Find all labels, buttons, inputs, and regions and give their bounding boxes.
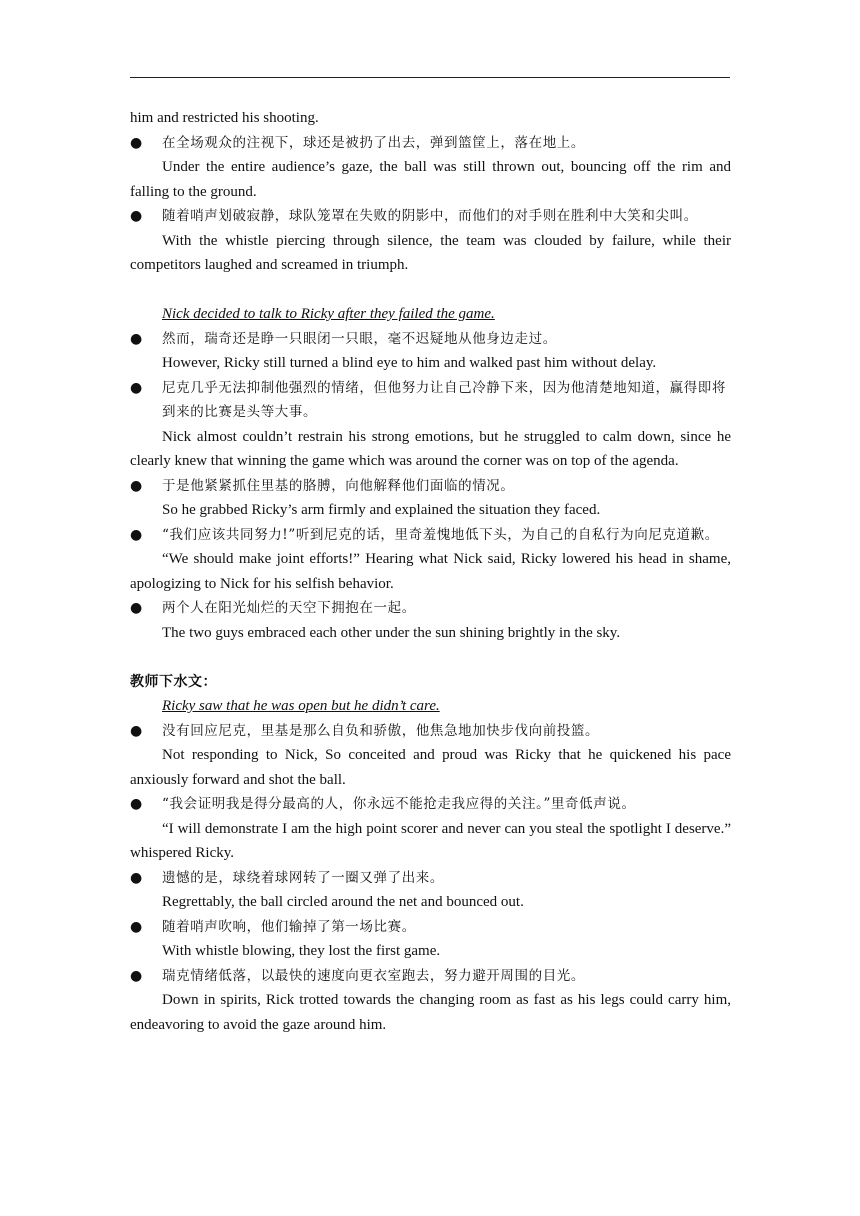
bullet-item-cn bbox=[130, 719, 731, 744]
cn-sentence: 遗憾的是，球绕着球网转了一圈又弹了出来。 bbox=[162, 869, 444, 886]
cn-sentence: 瑞克情绪低落，以最快的速度向更衣室跑去，努力避开周围的目光。 bbox=[162, 967, 585, 984]
bullet-dot-icon: ● bbox=[130, 796, 143, 812]
bullet-dot-icon: ● bbox=[130, 967, 143, 984]
cn-sentence: 没有回应尼克，里基是那么自负和骄傲，他焦急地加快步伐向前投篮。 bbox=[162, 722, 600, 739]
cn-sentence: 随着哨声划破寂静，球队笼罩在失败的阴影中，而他们的对手则在胜利中大笑和尖叫。 bbox=[162, 208, 698, 224]
cn-sentence: 尼克几乎无法抑制他强烈的情绪，但他努力让自己冷静下来，因为他清楚地知道，赢得即将到来的比赛是头等大事。 bbox=[162, 379, 726, 420]
bullet-item-cn bbox=[130, 915, 731, 940]
bullet-item-cn bbox=[130, 131, 731, 156]
spacer bbox=[130, 278, 731, 303]
spacer bbox=[130, 645, 731, 670]
bullet-item-cn bbox=[130, 596, 731, 621]
en-sentence: “We should make joint efforts!” Hearing what Nick said, Ricky lowered his head in shame, apologizing to Nick for his selfish behavior. bbox=[130, 551, 731, 592]
cn-sentence: 两个人在阳光灿烂的天空下拥抱在一起。 bbox=[162, 600, 416, 616]
bullet-item-cn bbox=[130, 523, 731, 548]
bullet-dot-icon: ● bbox=[130, 134, 143, 151]
document-body bbox=[130, 106, 731, 1037]
bullet-dot-icon: ● bbox=[130, 477, 143, 494]
bullet-dot-icon: ● bbox=[130, 526, 143, 543]
bullet-dot-icon: ● bbox=[130, 722, 143, 739]
bullet-item-cn bbox=[130, 204, 731, 229]
en-sentence: Down in spirits, Rick trotted towards the changing room as fast as his legs could carry him, endeavoring to avoid the gaze around him. bbox=[130, 992, 731, 1033]
en-sentence: Not responding to Nick, So conceited and proud was Ricky that he quickened his pace anxiously forward and shot the ball. bbox=[130, 747, 731, 788]
opening-line: him and restricted his shooting. bbox=[130, 110, 319, 126]
bullet-dot-icon: ● bbox=[130, 918, 143, 935]
section-title: 教师下水文： bbox=[130, 673, 217, 690]
en-sentence: However, Ricky still turned a blind eye to him and walked past him without delay. bbox=[162, 355, 657, 371]
cn-sentence: 随着哨声吹响，他们输掉了第一场比赛。 bbox=[162, 918, 416, 935]
en-sentence: The two guys embraced each other under the sun shining brightly in the sky. bbox=[162, 624, 621, 641]
cn-sentence: “我会证明我是得分最高的人，你永远不能抢走我应得的关注。”里奇低声说。 bbox=[162, 796, 636, 812]
header-rule bbox=[130, 77, 730, 78]
en-sentence: With whistle blowing, they lost the first game. bbox=[162, 943, 441, 959]
bullet-item-cn bbox=[130, 866, 731, 891]
bullet-dot-icon: ● bbox=[130, 330, 143, 347]
bullet-item-cn bbox=[130, 376, 731, 425]
paragraph-opening-heading: Ricky saw that he was open but he didn’t care. bbox=[162, 698, 440, 714]
en-sentence: Regrettably, the ball circled around the net and bounced out. bbox=[162, 894, 524, 910]
en-sentence: “I will demonstrate I am the high point scorer and never can you steal the spotlight I deserve.” whispered Ricky. bbox=[130, 820, 731, 861]
bullet-dot-icon: ● bbox=[130, 600, 143, 616]
bullet-item-cn bbox=[130, 474, 731, 499]
en-sentence: Under the entire audience’s gaze, the ball was still thrown out, bouncing off the rim and falling to the ground. bbox=[130, 159, 731, 200]
bullet-dot-icon: ● bbox=[130, 379, 143, 396]
bullet-item-cn bbox=[130, 964, 731, 989]
cn-sentence: 然而，瑞奇还是睁一只眼闭一只眼，毫不迟疑地从他身边走过。 bbox=[162, 330, 557, 347]
bullet-dot-icon: ● bbox=[130, 869, 143, 886]
bullet-item-cn bbox=[130, 327, 731, 352]
cn-sentence: 于是他紧紧抓住里基的胳膊，向他解释他们面临的情况。 bbox=[162, 477, 515, 494]
cn-sentence: “我们应该共同努力!”听到尼克的话，里奇羞愧地低下头，为自己的自私行为向尼克道歉。 bbox=[162, 526, 719, 543]
en-sentence: Nick almost couldn’t restrain his strong emotions, but he struggled to calm down, since he clearly knew that winning the game which was around the corner was on top of the agenda. bbox=[130, 428, 731, 469]
en-sentence: With the whistle piercing through silence, the team was clouded by failure, while their competitors laughed and screamed in triumph. bbox=[130, 232, 731, 273]
bullet-dot-icon: ● bbox=[130, 208, 143, 224]
en-sentence: So he grabbed Ricky’s arm firmly and explained the situation they faced. bbox=[162, 502, 601, 518]
bullet-item-cn bbox=[130, 792, 731, 817]
paragraph-opening-heading: Nick decided to talk to Ricky after they failed the game. bbox=[162, 306, 495, 322]
cn-sentence: 在全场观众的注视下，球还是被扔了出去，弹到篮筐上，落在地上。 bbox=[162, 134, 585, 151]
